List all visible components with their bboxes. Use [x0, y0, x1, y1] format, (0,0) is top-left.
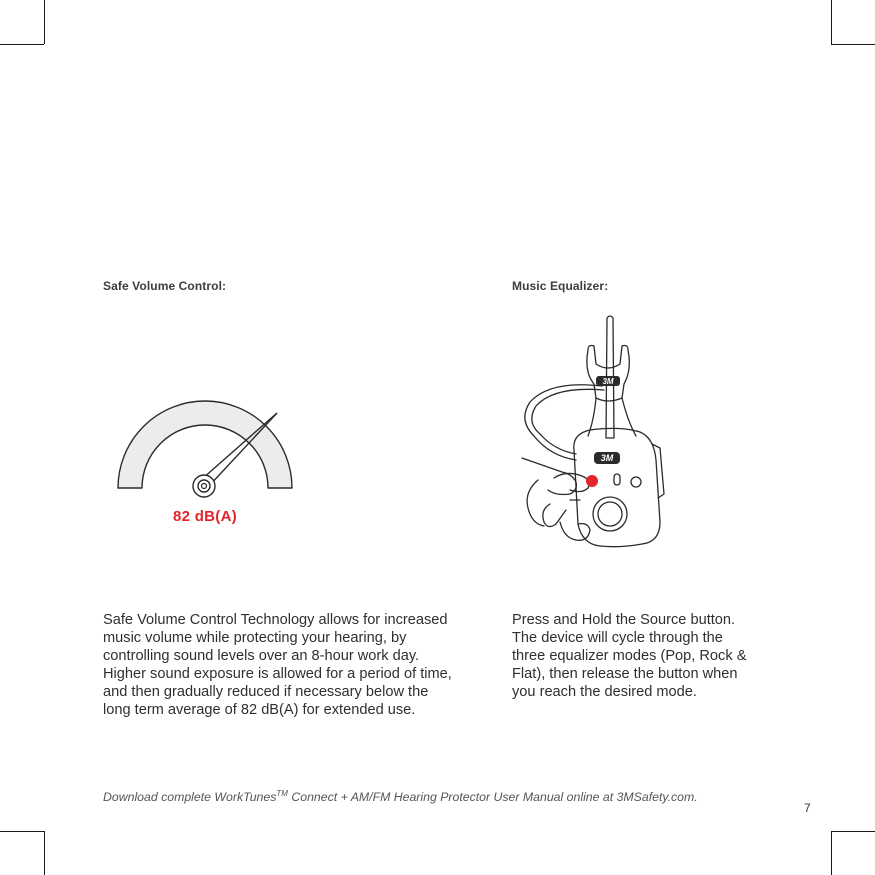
safe-volume-description	[103, 611, 473, 719]
safe-volume-line-3: controlling sound levels over an 8-hour work day.	[103, 648, 420, 664]
safe-volume-line-4: Higher sound exposure is allowed for a period of time,	[103, 666, 452, 682]
indicator-slot	[614, 474, 620, 485]
music-equalizer-description	[512, 611, 772, 701]
crop-mark-bottom-left-horizontal	[0, 831, 44, 832]
footer-text-end: Connect + AM/FM Hearing Protector User Manual online at 3MSafety.com.	[287, 790, 698, 805]
hand-icon	[522, 458, 590, 540]
safe-volume-line-6: long term average of 82 dB(A) for extended use.	[103, 702, 416, 718]
safe-volume-heading: Safe Volume Control:	[103, 279, 227, 293]
equalizer-line-3: three equalizer modes (Pop, Rock &	[512, 648, 747, 664]
safe-volume-line-1: Safe Volume Control Technology allows for increased	[103, 612, 448, 628]
safe-volume-line-5: and then gradually reduced if necessary below the	[103, 684, 429, 700]
gauge-hub-center	[202, 484, 207, 489]
source-button-icon	[586, 475, 598, 487]
page-number: 7	[804, 801, 811, 815]
volume-knob-inner	[598, 502, 622, 526]
crop-mark-top-left-vertical	[44, 0, 45, 44]
power-button-icon	[631, 477, 641, 487]
earcup-logo: 3M	[600, 453, 614, 463]
gauge-value-label: 82 dB(A)	[172, 508, 238, 525]
footer-trademark: TM	[276, 789, 288, 798]
music-equalizer-heading: Music Equalizer:	[512, 279, 609, 293]
headband	[587, 346, 629, 402]
crop-mark-top-left-horizontal	[0, 44, 44, 45]
equalizer-line-2: The device will cycle through the	[512, 630, 723, 646]
crop-mark-top-right-horizontal	[831, 44, 875, 45]
headband-logo: 3M	[602, 377, 614, 386]
crop-mark-bottom-left-vertical	[44, 831, 45, 875]
equalizer-line-1: Press and Hold the Source button.	[512, 612, 736, 628]
crop-mark-bottom-right-horizontal	[831, 831, 875, 832]
headset-with-hand-illustration	[510, 310, 685, 555]
crop-mark-top-right-vertical	[831, 0, 832, 44]
safe-volume-line-2: music volume while protecting your hearing, by	[103, 630, 407, 646]
footer-text-start: Download complete WorkTunes	[103, 790, 277, 805]
equalizer-line-4: Flat), then release the button when	[512, 666, 738, 682]
equalizer-line-5: you reach the desired mode.	[512, 684, 697, 700]
footer-note	[103, 789, 698, 804]
crop-mark-bottom-right-vertical	[831, 831, 832, 875]
